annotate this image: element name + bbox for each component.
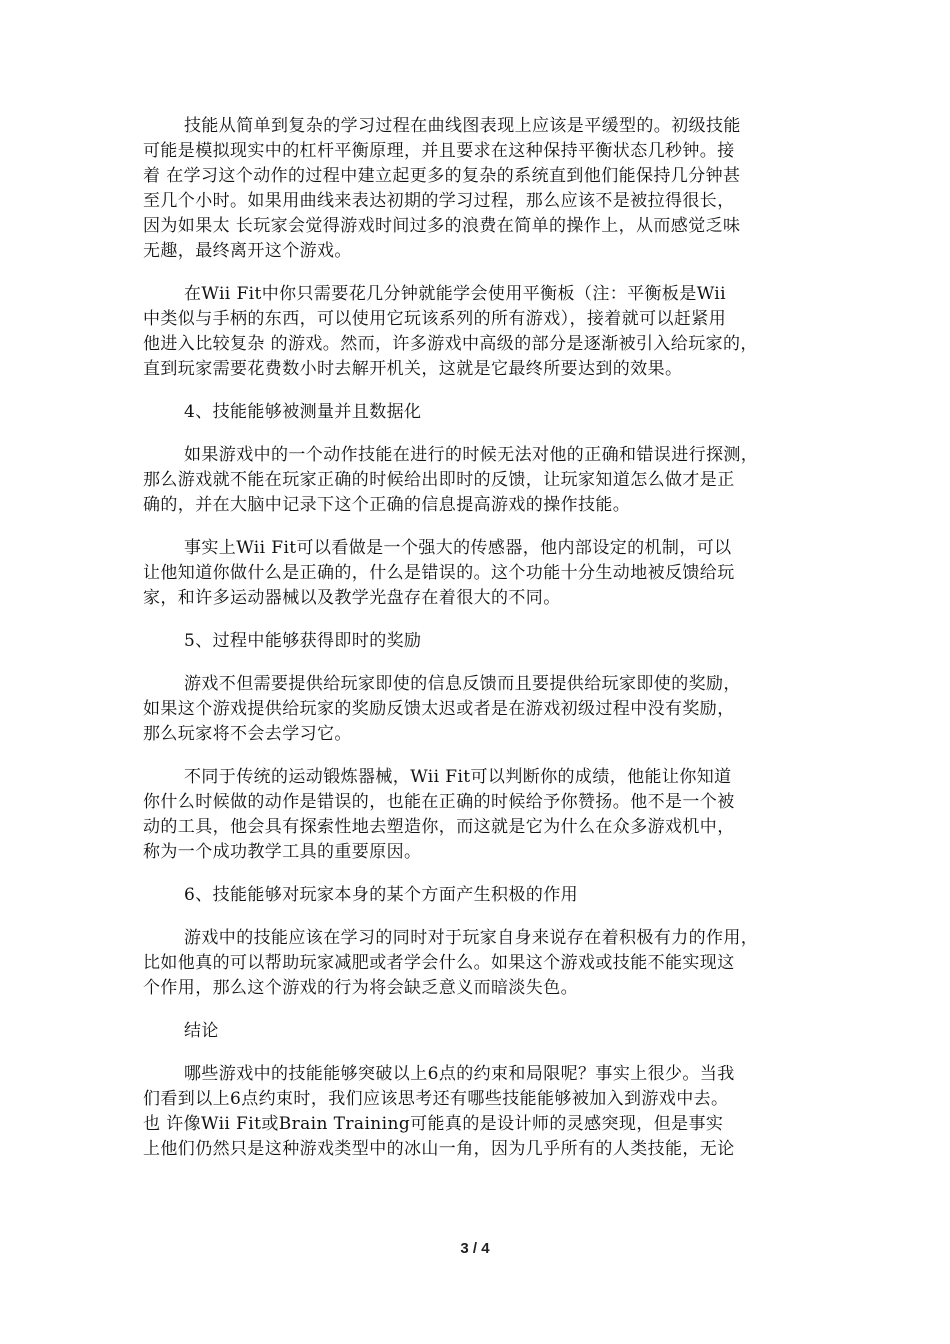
paragraph-instant-reward: 游戏不但需要提供给玩家即使的信息反馈而且要提供给玩家即使的奖励， 如果这个游戏提供给玩家的奖励反馈太迟或者是在游戏初级过程中没有奖励， 那么玩家将不会去学习它。 (143, 674, 741, 744)
section-heading-4: 4、技能能够被测量并且数据化 (184, 402, 422, 422)
paragraph-wii-fit-feedback: 不同于传统的运动锻炼器械，Wii Fit可以判断你的成绩，他能让你知道 你什么时候做的动作是错误的，也能在正确的时候给予你赞扬。他不是一个被 动的工具，他会具有探索性地去塑造你，而这就是它为什么在众多游戏机中， 称为一个成功教学工具的重要原因。 (143, 767, 735, 862)
paragraph-skill-detection: 如果游戏中的一个动作技能在进行的时候无法对他的正确和错误进行探测， 那么游戏就不能在玩家正确的时候给出即时的反馈，让玩家知道怎么做才是正 确的，并在大脑中记录下这个正确的信息提高游戏的操作技能。 (143, 445, 759, 515)
page-number: 3 / 4 (460, 1240, 490, 1257)
section-heading-5: 5、过程中能够获得即时的奖励 (184, 631, 422, 651)
paragraph-positive-effect: 游戏中的技能应该在学习的同时对于玩家自身来说存在着积极有力的作用， 比如他真的可以帮助玩家减肥或者学会什么。如果这个游戏或技能不能实现这 个作用，那么这个游戏的行为将会缺乏意义而暗淡失色。 (143, 928, 759, 998)
paragraph-wii-fit-balance-board: 在Wii Fit中你只需要花几分钟就能学会使用平衡板（注：平衡板是Wii 中类似与手柄的东西，可以使用它玩该系列的所有游戏），接着就可以赶紧用 他进入比较复杂 的游戏。然而，许多游戏中高级的部分是逐渐被引入给玩家的， 直到玩家需要花费数小时去解开机关，这就是它最终所要达到的效果。 (143, 284, 758, 379)
paragraph-learning-curve: 技能从简单到复杂的学习过程在曲线图表现上应该是平缓型的。初级技能 可能是模拟现实中的杠杆平衡原理，并且要求在这种保持平衡状态几秒钟。接 着 在学习这个动作的过程中建立起更多的复杂的系统直到他们能保持几分钟甚 至几个小时。如果用曲线来表达初期的学习过程，那么应该不是被拉得很长， 因为如果太 长玩家会觉得游戏时间过多的浪费在简单的操作上，从而感觉乏味 无趣，最终离开这个游戏。 (143, 116, 741, 261)
section-heading-conclusion: 结论 (184, 1021, 219, 1041)
paragraph-wii-fit-sensor: 事实上Wii Fit可以看做是一个强大的传感器，他内部设定的机制，可以 让他知道你做什么是正确的，什么是错误的。这个功能十分生动地被反馈给玩 家，和许多运动器械以及教学光盘存在着很大的不同。 (143, 538, 735, 608)
section-heading-6: 6、技能能够对玩家本身的某个方面产生积极的作用 (184, 885, 579, 905)
paragraph-conclusion: 哪些游戏中的技能能够突破以上6点的约束和局限呢？事实上很少。当我 们看到以上6点约束时，我们应该思考还有哪些技能能够被加入到游戏中去。 也 许像Wii Fit或Brain Training可能真的是设计师的灵感突现，但是事实 上他们仍然只是这种游戏类型中的冰山一角，因为几乎所有的人类技能，无论 (143, 1064, 735, 1159)
document-body (143, 114, 811, 1180)
